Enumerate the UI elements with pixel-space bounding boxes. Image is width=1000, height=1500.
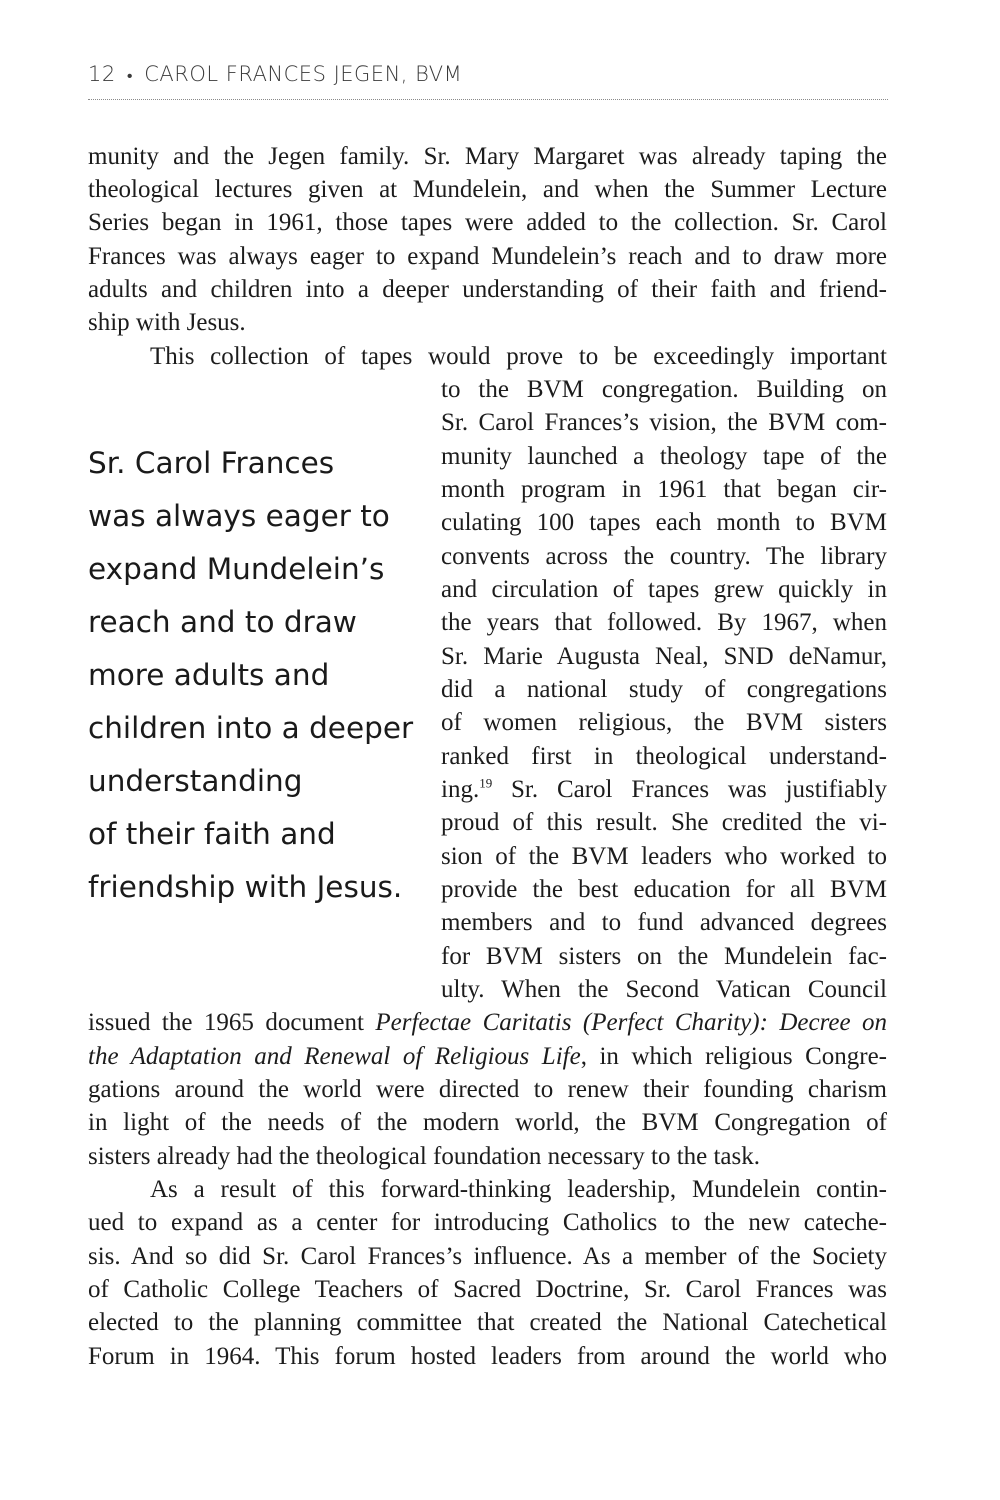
- text-line: ranked first in theological understand-: [441, 743, 887, 770]
- text-fragment: ing.: [441, 776, 480, 803]
- text-line: proud of this result. She credited the vi-: [441, 809, 887, 836]
- running-head: [88, 62, 462, 86]
- text-line: the years that followed. By 1967, when: [441, 609, 887, 636]
- text-line: and circulation of tapes grew quickly in: [441, 576, 887, 603]
- text-line: ued to expand as a center for introducing Catholics to the new catechе-: [88, 1209, 887, 1236]
- text-line-italic-title: [88, 1006, 887, 1039]
- text-line-footnote: [441, 773, 887, 806]
- text-line: As a result of this forward-thinking leadership, Mundelein contin-: [150, 1176, 887, 1203]
- text-line: did a national study of congregations: [441, 676, 887, 703]
- pull-quote-line: understanding: [88, 764, 303, 798]
- text-line: of Catholic College Teachers of Sacred Doctrine, Sr. Carol Frances was: [88, 1276, 887, 1303]
- header-rule: [88, 99, 888, 100]
- pull-quote-line: friendship with Jesus.: [88, 870, 403, 904]
- pull-quote-line: Sr. Carol Frances: [88, 446, 335, 480]
- running-title: CAROL FRANCES JEGEN, BVM: [144, 62, 463, 86]
- text-fragment: Sr. Carol Frances was justifiably: [492, 776, 887, 803]
- text-line: members and to fund advanced degrees: [441, 909, 887, 936]
- document-title: the Adaptation and Renewal of Religious Life: [88, 1043, 581, 1070]
- text-line: gations around the world were directed to renew their founding charism: [88, 1076, 887, 1103]
- text-line: This collection of tapes would prove to be exceedingly important: [150, 343, 887, 370]
- text-line: adults and children into a deeper understanding of their faith and friend-: [88, 276, 887, 303]
- text-line: sion of the BVM leaders who worked to: [441, 843, 887, 870]
- text-line: Frances was always eager to expand Mundelein’s reach and to draw more: [88, 243, 887, 270]
- page-number: 12: [88, 62, 116, 86]
- text-fragment: , in which religious Congre-: [580, 1043, 887, 1070]
- text-line-italic-title: [88, 1040, 887, 1073]
- pull-quote: [88, 437, 414, 914]
- text-line: Forum in 1964. This forum hosted leaders from around the world who: [88, 1343, 887, 1370]
- text-line: Series began in 1961, those tapes were added to the collection. Sr. Carol: [88, 209, 887, 236]
- text-line: culating 100 tapes each month to BVM: [441, 509, 887, 536]
- text-line: munity launched a theology tape of the: [441, 443, 887, 470]
- text-line: ulty. When the Second Vatican Council: [441, 976, 887, 1003]
- text-line: elected to the planning committee that created the National Catechetical: [88, 1309, 887, 1336]
- text-line: Sr. Marie Augusta Neal, SND deNamur,: [441, 643, 887, 670]
- document-title: Perfectae Caritatis (Perfect Charity): Decree on: [375, 1009, 887, 1036]
- text-line: munity and the Jegen family. Sr. Mary Margaret was already taping the: [88, 143, 887, 170]
- text-line: theological lectures given at Mundelein, and when the Summer Lecture: [88, 176, 887, 203]
- text-line: in light of the needs of the modern world, the BVM Congregation of: [88, 1109, 887, 1136]
- pull-quote-line: more adults and: [88, 658, 330, 692]
- pull-quote-line: of their faith and: [88, 817, 336, 851]
- text-line: month program in 1961 that began cir-: [441, 476, 887, 503]
- text-line: for BVM sisters on the Mundelein fac-: [441, 943, 887, 970]
- bullet-separator: •: [126, 66, 134, 85]
- text-line: to the BVM congregation. Building on: [441, 376, 887, 403]
- pull-quote-line: children into a deeper: [88, 711, 414, 745]
- text-line: sisters already had the theological foundation necessary to the task.: [88, 1143, 761, 1170]
- text-line: sis. And so did Sr. Carol Frances’s influence. As a member of the Society: [88, 1243, 887, 1270]
- text-line: of women religious, the BVM sisters: [441, 709, 887, 736]
- text-line: Sr. Carol Frances’s vision, the BVM com-: [441, 409, 887, 436]
- pull-quote-line: expand Mundelein’s: [88, 552, 385, 586]
- text-line: provide the best education for all BVM: [441, 876, 887, 903]
- text-line: convents across the country. The library: [441, 543, 887, 570]
- pull-quote-line: was always eager to: [88, 499, 390, 533]
- text-line: ship with Jesus.: [88, 309, 246, 336]
- text-fragment: issued the 1965 document: [88, 1009, 376, 1036]
- footnote-marker[interactable]: 19: [479, 775, 493, 791]
- pull-quote-line: reach and to draw: [88, 605, 357, 639]
